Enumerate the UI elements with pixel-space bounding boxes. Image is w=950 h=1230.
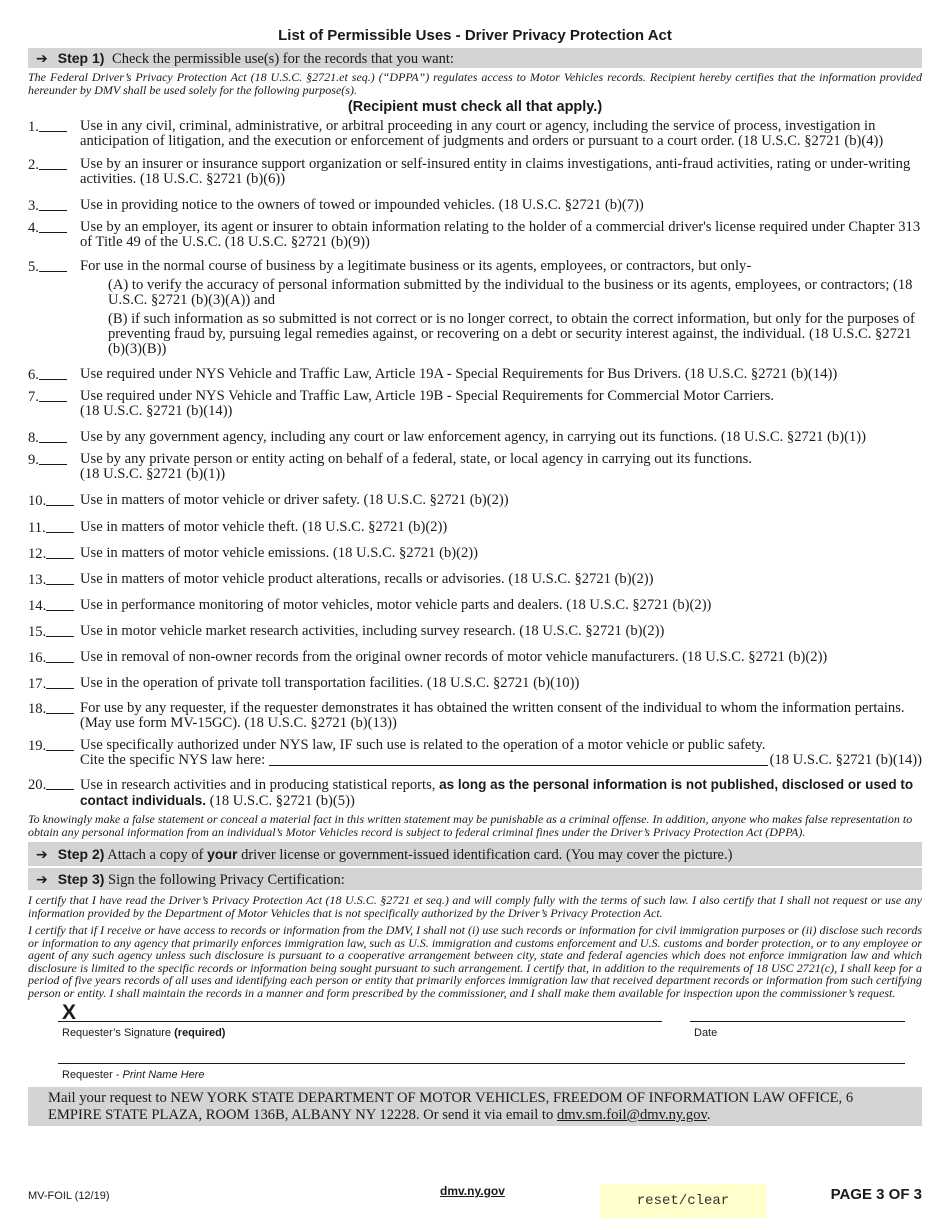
use-number: 6. — [28, 367, 39, 383]
use-number: 9. — [28, 452, 39, 468]
false-statement-warning: To knowingly make a false statement or conceal a material fact in this written statement may be punishable as a criminal offense. In addition, anyone who makes false representation to obtain any personal information from an individual’s Motor Vehicles record is subject to federal criminal fines under the Driver’s Privacy Protection Act (DPPA). — [28, 812, 913, 839]
use-checkbox-line[interactable] — [46, 572, 74, 585]
use-checkbox-line[interactable] — [39, 430, 67, 443]
print-name-italic: Print Name Here — [122, 1069, 205, 1081]
use-5-sub-a: (A) to verify the accuracy of personal information submitted by the individual to the business or its agents, employees, or contractors; (18 U.S.C. §2721 (b)(3)(A)) and — [108, 277, 913, 308]
signature-x-mark: X — [62, 1001, 77, 1024]
use-text: Use by an employer, its agent or insurer to obtain information relating to the holder of a commercial driver's license required under Chapter 313 of Title 49 of the U.S.C. (18 U.S.C. §2721 (b)(9)) — [80, 219, 921, 250]
mail-instructions — [28, 1087, 922, 1126]
use-text: Use in providing notice to the owners of towed or impounded vehicles. (18 U.S.C. §2721 (b)(7)) — [80, 197, 644, 213]
step3-label: Step 3) — [57, 871, 105, 887]
use-text: For use in the normal course of business by a legitimate business or its agents, employees, or contractors, but only- — [80, 258, 752, 274]
use-text: Use in performance monitoring of motor vehicles, motor vehicle parts and dealers. (18 U.S.C. §2721 (b)(2)) — [80, 597, 712, 613]
form-page — [28, 26, 922, 1126]
signature-line[interactable] — [58, 1021, 662, 1022]
use-20-cite: (18 U.S.C. §2721 (b)(5)) — [209, 793, 355, 809]
use-checkbox-line[interactable] — [46, 777, 74, 790]
use-item-19 — [28, 738, 922, 768]
reset-clear-button[interactable]: reset/clear — [600, 1184, 766, 1218]
use-item-18 — [28, 701, 922, 731]
use-number: 16. — [28, 650, 47, 666]
use-item-12 — [28, 546, 922, 561]
use-item-16 — [28, 650, 922, 665]
form-id: MV-FOIL (12/19) — [28, 1190, 110, 1202]
arrow-right-icon: ➔ — [36, 872, 48, 888]
use-checkbox-line[interactable] — [46, 676, 74, 689]
use-checkbox-line[interactable] — [46, 738, 74, 751]
signature-required: (required) — [174, 1027, 226, 1039]
use-item-2 — [28, 157, 922, 187]
mail-text: Mail your request to NEW YORK STATE DEPARTMENT OF MOTOR VEHICLES, FREEDOM OF INFORMATION LAW OFFICE, 6 EMPIRE STATE PLAZA, ROOM 136B, ALBANY NY 12228. Or send it via email to — [48, 1090, 854, 1123]
step2-text-post: driver license or government-issued identification card. (You may cover the picture.) — [241, 847, 733, 863]
use-number: 15. — [28, 624, 47, 640]
use-text: Use by any private person or entity acting on behalf of a federal, state, or local agency in carrying out its functions. — [80, 451, 752, 467]
use-checkbox-line[interactable] — [46, 546, 74, 559]
use-text: Use in motor vehicle market research activities, including survey research. (18 U.S.C. §2721 (b)(2)) — [80, 623, 665, 639]
use-number: 11. — [28, 520, 46, 536]
signature-label — [62, 1027, 225, 1039]
use-checkbox-line[interactable] — [46, 598, 74, 611]
use-item-13 — [28, 572, 922, 587]
use-text: Use in removal of non-owner records from the original owner records of motor vehicle manufacturers. (18 U.S.C. §2721 (b)(2)) — [80, 649, 828, 665]
use-item-20 — [28, 777, 922, 809]
use-item-3 — [28, 198, 922, 213]
date-line[interactable] — [690, 1021, 905, 1022]
use-checkbox-line[interactable] — [46, 624, 74, 637]
use-item-11 — [28, 520, 922, 535]
use-text-cite: (18 U.S.C. §2721 (b)(1)) — [80, 466, 226, 482]
uses-list — [28, 119, 922, 809]
use-checkbox-line[interactable] — [46, 701, 74, 714]
use-number: 8. — [28, 430, 39, 446]
page-footer — [28, 1184, 922, 1220]
use-number: 2. — [28, 157, 39, 173]
step1-bar — [28, 48, 922, 68]
privacy-certification-1: I certify that I have read the Driver’s Privacy Protection Act (18 U.S.C. §2721 et seq.) and will comply fully with the terms of such law. I also certify that I shall not request or use any information provided by the Department of Motor Vehicles that is not specifically authorized by the Driver’s Privacy Protection Act. — [28, 893, 922, 920]
recipient-note: (Recipient must check all that apply.) — [347, 99, 603, 115]
step1-text: Check the permissible use(s) for the records that you want: — [112, 51, 454, 67]
step2-text-pre: Attach a copy of — [107, 847, 204, 863]
page-title: List of Permissible Uses - Driver Privacy Protection Act — [278, 27, 672, 44]
print-name-line[interactable] — [58, 1063, 905, 1064]
use-number: 10. — [28, 493, 47, 509]
cite-law-label: Cite the specific NYS law here: — [80, 752, 266, 768]
use-number: 1. — [28, 119, 39, 135]
use-text: Use in matters of motor vehicle theft. (18 U.S.C. §2721 (b)(2)) — [80, 519, 448, 535]
use-item-9 — [28, 452, 922, 482]
use-number: 5. — [28, 259, 39, 275]
use-number: 4. — [28, 220, 39, 236]
print-name-label — [62, 1069, 204, 1081]
use-item-14 — [28, 598, 922, 613]
mail-end: . — [706, 1107, 711, 1123]
use-text: Use in any civil, criminal, administrative, or arbitral proceeding in any court or agency, including the service of process, investigation in anticipation of litigation, and the execution or enforcement of judgments and orders or pursuant to a court order. (18 U.S.C. §2721 (b)(4)) — [80, 118, 884, 149]
website-link[interactable]: dmv.ny.gov — [440, 1184, 505, 1198]
use-item-15 — [28, 624, 922, 639]
step3-bar — [28, 866, 922, 890]
use-item-5 — [28, 259, 922, 357]
use-number: 20. — [28, 777, 47, 793]
use-item-10 — [28, 493, 922, 508]
use-text: For use by any requester, if the requester demonstrates it has obtained the written consent of the individual to whom the information pertains. (May use form MV-15GC). (18 U.S.C. §2721 (b)(13)) — [80, 700, 905, 731]
page-number: PAGE 3 OF 3 — [830, 1186, 922, 1203]
use-item-7 — [28, 389, 922, 419]
use-checkbox-line[interactable] — [39, 452, 67, 465]
arrow-right-icon: ➔ — [36, 51, 48, 67]
use-text: Use in matters of motor vehicle emissions. (18 U.S.C. §2721 (b)(2)) — [80, 545, 479, 561]
print-name-label-text: Requester - — [62, 1069, 120, 1081]
use-checkbox-line[interactable] — [39, 119, 67, 132]
foil-email-link[interactable]: dmv.sm.foil@dmv.ny.gov — [556, 1107, 707, 1123]
use-text — [80, 777, 922, 809]
use-checkbox-line[interactable] — [39, 367, 67, 380]
use-item-6 — [28, 367, 922, 382]
use-text: Use by an insurer or insurance support organization or self-insured entity in claims investigations, anti-fraud activities, rating or under-writing activities. (18 U.S.C. §2721 (b)(6)) — [80, 156, 911, 187]
use-item-17 — [28, 676, 922, 691]
step3-text: Sign the following Privacy Certification: — [108, 872, 345, 888]
use-checkbox-line[interactable] — [39, 220, 67, 233]
dppa-intro: The Federal Driver’s Privacy Protection Act (18 U.S.C. §2721.et seq.) (“DPPA”) regulates access to Motor Vehicles records. Recipient hereby certifies that the information provided hereunder by DMV shall be used solely for the following purpose(s). — [28, 70, 922, 97]
privacy-certification-2: I certify that if I receive or have access to records or information from the DMV, I shall not (i) use such records or information for civil immigration purposes or (ii) disclose such records or information to any agency that primarily enforces immigration law, such as U.S. immigration and customs enforcement and U.S. customs and border protection, or to any employee or agent of any such agency unless such disclosure is pursuant to a cooperative arrangement between city, state and federal agencies which does not enforce immigration law and which disclosure is limited to the specific records or information being sought pursuant to such arrangement. I certify that, in addition to the requirements of 18 USC 2721(c), I shall keep for a period of five years records of all uses and identifying each person or entity that primarily enforces immigration law that received department records or information from such certifying person or entity. I shall maintain the records in a manner and form prescribed by the commissioner, and I shall make them available for inspection upon the commissioner’s request. — [28, 923, 922, 1000]
use-text: Use required under NYS Vehicle and Traffic Law, Article 19A - Special Requirements for Bus Drivers. (18 U.S.C. §2721 (b)(14)) — [80, 366, 838, 382]
use-5-sub-b: (B) if such information as so submitted is not correct or is no longer correct, to obtain the correct information, but only for the purposes of preventing fraud by, pursuing legal remedies against, or recovering on a debt or security interest against, the individual. (18 U.S.C. §2721 (b)(3)(B)) — [108, 311, 915, 357]
use-number: 7. — [28, 389, 39, 405]
use-number: 18. — [28, 701, 47, 717]
use-number: 14. — [28, 598, 47, 614]
signature-area — [28, 999, 922, 1087]
use-text: Use by any government agency, including any court or law enforcement agency, in carrying out its functions. (18 U.S.C. §2721 (b)(1)) — [80, 429, 866, 445]
cite-law-input[interactable] — [269, 753, 767, 766]
use-number: 17. — [28, 676, 47, 692]
use-number: 13. — [28, 572, 47, 588]
arrow-right-icon: ➔ — [36, 847, 48, 863]
use-checkbox-line[interactable] — [39, 198, 67, 211]
step2-text-bold: your — [207, 846, 238, 862]
cite-law-row — [80, 753, 922, 768]
use-checkbox-line[interactable] — [46, 520, 74, 533]
step1-label: Step 1) — [57, 50, 105, 66]
step2-label: Step 2) — [57, 846, 105, 862]
use-20-text: Use in research activities and in producing statistical reports, — [80, 777, 436, 793]
step2-bar — [28, 842, 922, 866]
use-text-cite: (18 U.S.C. §2721 (b)(14)) — [80, 403, 233, 419]
use-checkbox-line[interactable] — [46, 650, 74, 663]
use-number: 12. — [28, 546, 47, 562]
use-checkbox-line[interactable] — [39, 389, 67, 402]
use-checkbox-line[interactable] — [39, 259, 67, 272]
cite-law-ref: (18 U.S.C. §2721 (b)(14)) — [769, 752, 922, 768]
use-text: Use in the operation of private toll transportation facilities. (18 U.S.C. §2721 (b)(10)) — [80, 675, 580, 691]
use-text: Use in matters of motor vehicle or driver safety. (18 U.S.C. §2721 (b)(2)) — [80, 492, 509, 508]
signature-label-text: Requester’s Signature — [62, 1027, 172, 1039]
use-item-8 — [28, 430, 922, 445]
use-number: 19. — [28, 738, 47, 754]
use-text: Use required under NYS Vehicle and Traffic Law, Article 19B - Special Requirements for Commercial Motor Carriers. — [80, 388, 774, 404]
use-text: Use in matters of motor vehicle product alterations, recalls or advisories. (18 U.S.C. §2721 (b)(2)) — [80, 571, 654, 587]
date-label: Date — [694, 1027, 718, 1039]
use-item-1 — [28, 119, 922, 149]
use-20-bold-text: as long as the personal information is not published, disclosed or used to contact individuals. — [80, 777, 914, 808]
use-text: Use specifically authorized under NYS law, IF such use is related to the operation of a motor vehicle or public safety. — [80, 737, 766, 753]
use-checkbox-line[interactable] — [39, 157, 67, 170]
use-item-4 — [28, 220, 922, 250]
use-number: 3. — [28, 198, 39, 214]
use-checkbox-line[interactable] — [46, 493, 74, 506]
